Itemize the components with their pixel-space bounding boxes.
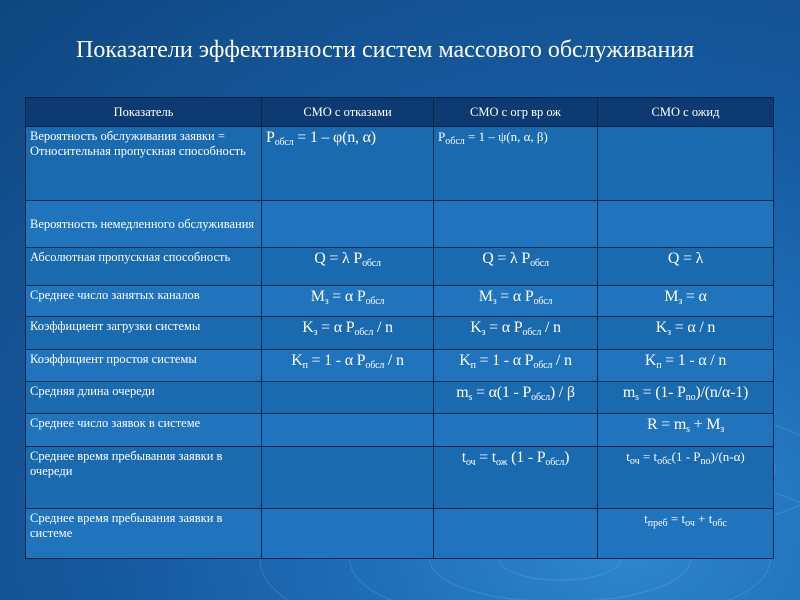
empty-cell: [598, 127, 774, 201]
row-label: Коэффициент загрузки системы: [26, 317, 262, 350]
table-row: [26, 382, 774, 414]
table-row: [26, 248, 774, 286]
row-label: Среднее время пребывания заявки в очереди: [26, 447, 262, 509]
row-label: Коэффициент простоя системы: [26, 350, 262, 382]
table-row: [26, 414, 774, 447]
formula-cell: $K_з = \alpha$ $P_{обсл}$ / n: [434, 317, 598, 350]
formula-cell: $M_з = \alpha$ $P_{обсл}$: [434, 286, 598, 317]
formula-cell: $K_п = 1 - \alpha$ $P_{обсл}$ / n: [262, 350, 434, 382]
column-header-loss-system: СМО с отказами: [262, 98, 434, 127]
column-header-indicator: Показатель: [26, 98, 262, 127]
column-header-limited-wait-system: СМО с огр вр ож: [434, 98, 598, 127]
empty-cell: [262, 201, 434, 248]
formula-cell: $M_з = \alpha$: [598, 286, 774, 317]
empty-cell: [262, 447, 434, 509]
empty-cell: [262, 382, 434, 414]
formula-cell: $K_з = \alpha / n$: [598, 317, 774, 350]
empty-cell: [434, 509, 598, 559]
empty-cell: [598, 201, 774, 248]
column-header-queue-system: СМО с ожид: [598, 98, 774, 127]
formula-cell: Q = λ: [598, 248, 774, 286]
formula-cell: $t_{оч} = t_{ож}$ $(1 - P_{обсл})$: [434, 447, 598, 509]
formula-cell: $K_п = 1 - \alpha / n$: [598, 350, 774, 382]
formula-cell: $m_s = \alpha(1 - P_{обсл}) / \beta$: [434, 382, 598, 414]
table-row: [26, 447, 774, 509]
row-label: Среднее число занятых каналов: [26, 286, 262, 317]
formula-cell: $R = m_s + M_з$: [598, 414, 774, 447]
table-row: [26, 127, 774, 201]
row-label: Среднее число заявок в системе: [26, 414, 262, 447]
formula-cell: $M_з = \alpha$ $P_{обсл}$: [262, 286, 434, 317]
table-header-row: [26, 98, 774, 127]
formula-cell: $t_{оч} = t_{обс}(1 - P_{no})/(n-\alpha)$: [598, 447, 774, 509]
row-label: Абсолютная пропускная способность: [26, 248, 262, 286]
formula-cell: $K_з = \alpha$ $P_{обсл}$ / n: [262, 317, 434, 350]
table-row: [26, 509, 774, 559]
row-label: Среднее время пребывания заявки в системе: [26, 509, 262, 559]
empty-cell: [434, 414, 598, 447]
table-row: [26, 317, 774, 350]
table-row: [26, 286, 774, 317]
formula-cell: $K_п = 1 - \alpha$ $P_{обсл}$ / n: [434, 350, 598, 382]
formula-cell: $P_{обсл} = 1 - \varphi(n$, α): [262, 127, 434, 201]
table-row: [26, 350, 774, 382]
page-title: Показатели эффективности систем массового обслуживания: [76, 37, 695, 63]
row-label: Вероятность немедленного обслуживания: [26, 201, 262, 248]
table-row: [26, 201, 774, 248]
formula-cell: $P_{обсл} = 1 - \psi(n$, α, β): [434, 127, 598, 201]
empty-cell: [434, 201, 598, 248]
formula-cell: $t_{преб} = t_{оч} + t_{обс}$: [598, 509, 774, 559]
row-label: Вероятность обслуживания заявки = Относительная пропускная способность: [26, 127, 262, 201]
formula-cell: Q = λ $P_{обсл}$: [434, 248, 598, 286]
performance-indicators-table: [25, 97, 774, 559]
formula-cell: Q = λ $P_{обсл}$: [262, 248, 434, 286]
row-label: Средняя длина очереди: [26, 382, 262, 414]
formula-cell: $m_s = (1-$ $P_{no})/(n/\alpha-1)$: [598, 382, 774, 414]
empty-cell: [262, 509, 434, 559]
empty-cell: [262, 414, 434, 447]
